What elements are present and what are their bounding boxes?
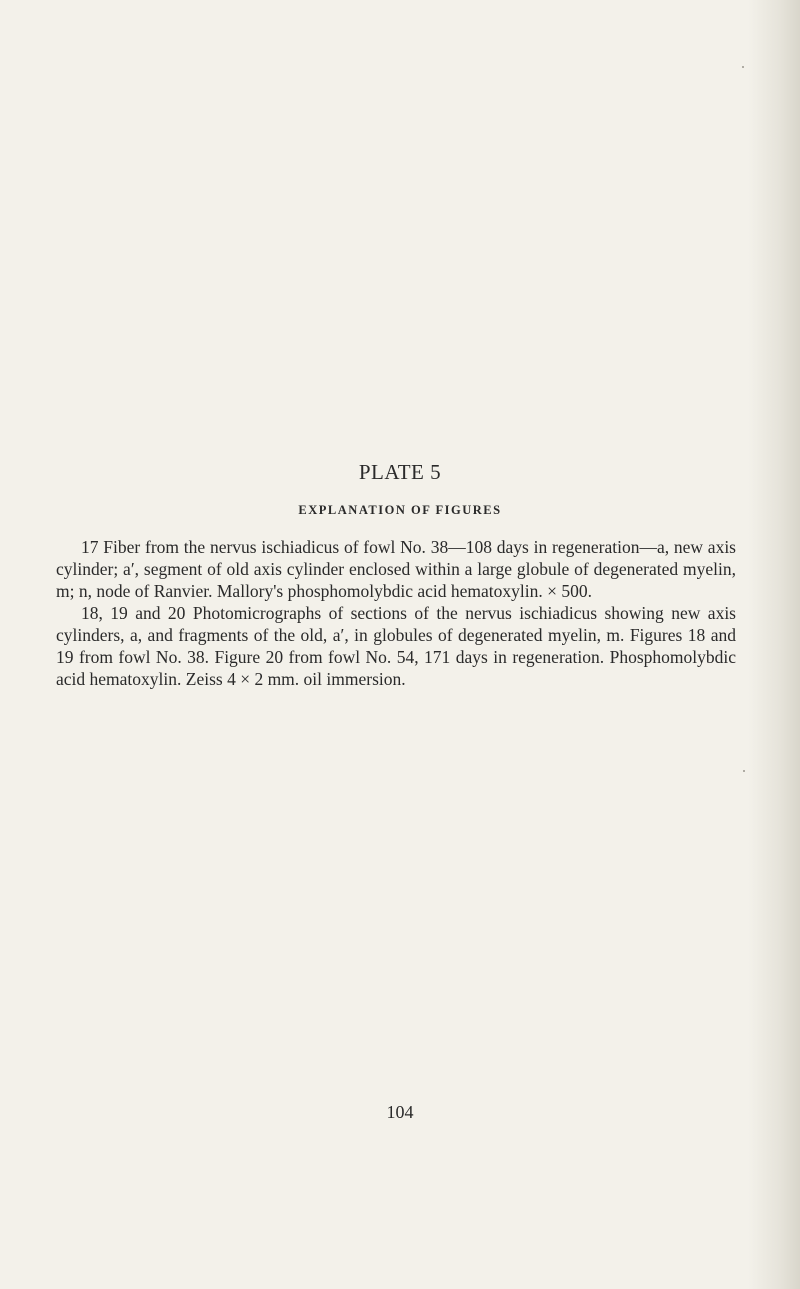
page-number: 104 [386,1102,414,1122]
page-edge-shadow [748,0,800,1289]
plate-title: PLATE 5 [358,460,442,484]
explanation-heading: EXPLANATION OF FIGURES [298,503,502,517]
figure-explanations [56,536,736,690]
figure-17-caption: 17 Fiber from the nervus ischiadicus of fowl No. 38—108 days in regeneration—a, new axis cylinder; a′, segment of old axis cylinder enclosed within a large globule of degenerated myelin, m; n, node of Ranvier. Mallory's phosphomolybdic acid hematoxylin. × 500. [56,537,736,601]
paper-speck [743,770,745,772]
paper-speck [742,66,744,68]
figures-18-20-caption: 18, 19 and 20 Photomicrographs of sections of the nervus ischiadicus showing new axis cylinders, a, and fragments of the old, a′, in globules of degenerated myelin, m. Figures 18 and 19 from fowl No. 38. Figure 20 from fowl No. 54, 171 days in regeneration. Phosphomolybdic acid hematoxylin. Zeiss 4 × 2 mm. oil immersion. [56,603,736,689]
